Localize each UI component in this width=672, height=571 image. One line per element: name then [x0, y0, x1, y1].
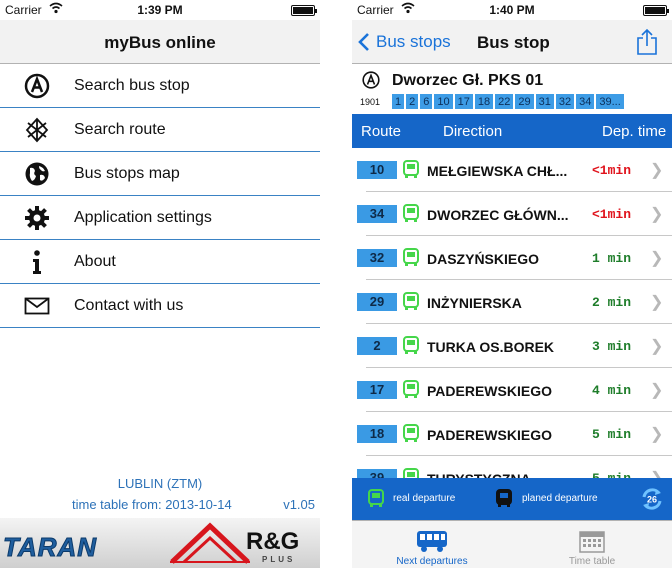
direction-label: INŻYNIERSKA: [427, 295, 522, 311]
route-chip[interactable]: 31: [536, 94, 554, 109]
tab-label: Next departures: [396, 556, 468, 567]
bus-icon: [416, 529, 448, 553]
direction-label: MEŁGIEWSKA CHŁ...: [427, 163, 568, 179]
header-dep-time: Dep. time: [602, 123, 667, 140]
chevron-right-icon: ❯: [650, 162, 664, 179]
chevron-right-icon: ❯: [650, 382, 664, 399]
route-number: 29: [357, 293, 397, 311]
taran-logo: TARAN: [3, 532, 98, 562]
status-time: 1:40 PM: [489, 3, 535, 17]
chevron-right-icon: ❯: [650, 338, 664, 355]
route-chip[interactable]: 29: [515, 94, 533, 109]
departure-time: <1min: [592, 207, 632, 222]
direction-label: PADEREWSKIEGO: [427, 383, 552, 399]
menu-item-search-route[interactable]: [0, 108, 320, 152]
departure-time: 5 min: [592, 427, 632, 442]
gear-icon: [23, 204, 51, 232]
route-chip[interactable]: 10: [434, 94, 452, 109]
status-bar: [352, 0, 672, 20]
menu-item-contact-with-us[interactable]: [0, 284, 320, 328]
menu-item-label: Search route: [74, 121, 166, 138]
route-chip[interactable]: 32: [556, 94, 574, 109]
departure-time: 2 min: [592, 295, 632, 310]
refresh-button[interactable]: [639, 486, 665, 512]
real-departure-bus-icon: [403, 380, 419, 399]
stop-name: Dworzec Gł. PKS 01: [392, 72, 544, 89]
departure-row[interactable]: [366, 280, 672, 324]
departures-header: [352, 114, 672, 148]
rg-triangle-icon: [170, 522, 250, 566]
header-direction: Direction: [443, 123, 503, 140]
departure-row[interactable]: [366, 148, 672, 192]
direction-label: TURKA OS.BOREK: [427, 339, 555, 355]
carrier-label: Carrier: [5, 3, 42, 17]
departure-time: 1 min: [592, 251, 632, 266]
departures-list[interactable]: [352, 148, 672, 478]
departure-row[interactable]: [366, 324, 672, 368]
back-button[interactable]: [358, 30, 451, 54]
route-number: 32: [357, 249, 397, 267]
plus-logo-text: PLUS: [262, 555, 296, 564]
tab-bar: [352, 520, 672, 568]
info-icon: [23, 248, 51, 276]
page-title: myBus online: [104, 33, 216, 52]
menu-item-application-settings[interactable]: [0, 196, 320, 240]
tab-label: Time table: [568, 556, 616, 567]
departure-time: <1min: [592, 163, 632, 178]
rg-logo-text: R&G: [246, 528, 300, 555]
chevron-right-icon: ❯: [650, 206, 664, 223]
calendar-icon: [576, 529, 608, 553]
menu-item-search-bus-stop[interactable]: [0, 64, 320, 108]
route-number: 34: [357, 205, 397, 223]
real-departure-bus-icon: [403, 160, 419, 179]
navigation-bar: [0, 20, 320, 64]
route-chip[interactable]: 34: [576, 94, 594, 109]
legend-real-label: real departure: [393, 493, 456, 504]
menu-item-label: Application settings: [74, 209, 212, 226]
route-number: 18: [357, 425, 397, 443]
bus-stop-a-icon: [23, 72, 51, 100]
direction-label: DWORZEC GŁÓWN...: [427, 207, 569, 223]
battery-icon: [643, 5, 667, 16]
tab-next-departures[interactable]: [352, 521, 512, 569]
real-departure-bus-icon: [403, 336, 419, 355]
menu-item-label: Bus stops map: [74, 165, 180, 182]
menu-item-about[interactable]: [0, 240, 320, 284]
city-label: LUBLIN (ZTM): [117, 476, 203, 491]
menu-item-label: About: [74, 253, 116, 270]
route-number: 17: [357, 381, 397, 399]
menu-item-label: Search bus stop: [74, 77, 190, 94]
real-departure-bus-icon: [403, 292, 419, 311]
direction-label: DASZYŃSKIEGO: [427, 251, 540, 267]
share-icon[interactable]: [636, 28, 658, 56]
route-chip[interactable]: 18: [475, 94, 493, 109]
route-chip[interactable]: 22: [495, 94, 513, 109]
stop-info: [352, 64, 672, 114]
route-chip[interactable]: 1: [392, 94, 404, 109]
main-menu-screen: [0, 0, 320, 568]
departure-time: 4 min: [592, 383, 632, 398]
direction-label: PADEREWSKIEGO: [427, 427, 552, 443]
departure-row[interactable]: [366, 236, 672, 280]
refresh-icon: [639, 486, 665, 512]
tab-time-table[interactable]: [512, 521, 672, 569]
route-chips: [392, 94, 624, 109]
chevron-left-icon: [358, 32, 370, 52]
timetable-date: time table from: 2013-10-14: [72, 497, 232, 512]
real-departure-bus-icon: [368, 489, 384, 508]
chevron-right-icon: ❯: [650, 294, 664, 311]
main-menu: [0, 64, 320, 328]
route-chip[interactable]: 39...: [596, 94, 623, 109]
bus-stop-screen: [352, 0, 672, 568]
globe-icon: [23, 160, 51, 188]
refresh-count: 26: [646, 494, 658, 505]
bus-stop-a-icon: [362, 71, 380, 89]
real-departure-bus-icon: [403, 424, 419, 443]
route-icon: [23, 116, 51, 144]
route-number: 10: [357, 161, 397, 179]
navigation-bar: [352, 20, 672, 64]
route-chip[interactable]: 17: [455, 94, 473, 109]
rg-plus-logo: [170, 522, 315, 566]
envelope-icon: [23, 292, 51, 320]
menu-item-label: Contact with us: [74, 297, 184, 314]
real-departure-bus-icon: [403, 248, 419, 267]
status-time: 1:39 PM: [137, 3, 183, 17]
carrier-label: Carrier: [357, 3, 394, 17]
departure-row[interactable]: [366, 368, 672, 412]
page-title: Bus stop: [477, 33, 550, 52]
real-departure-bus-icon: [403, 204, 419, 223]
route-chip[interactable]: 2: [406, 94, 418, 109]
status-bar: [0, 0, 320, 20]
version-label: v1.05: [283, 497, 315, 512]
menu-item-bus-stops-map[interactable]: [0, 152, 320, 196]
route-chip[interactable]: 6: [420, 94, 432, 109]
back-button-label: Bus stops: [376, 32, 451, 51]
planned-departure-bus-icon: [496, 489, 512, 508]
stop-code: 1901: [360, 97, 381, 107]
route-number: 2: [357, 337, 397, 355]
header-route: Route: [361, 123, 402, 140]
battery-icon: [291, 5, 315, 16]
legend-planned-label: planed departure: [522, 493, 598, 504]
chevron-right-icon: ❯: [650, 426, 664, 443]
departure-row[interactable]: [366, 192, 672, 236]
chevron-right-icon: ❯: [650, 250, 664, 267]
sponsor-logos: [0, 518, 320, 568]
departure-row[interactable]: [366, 412, 672, 456]
departure-time: 3 min: [592, 339, 632, 354]
departure-legend: [352, 478, 672, 520]
